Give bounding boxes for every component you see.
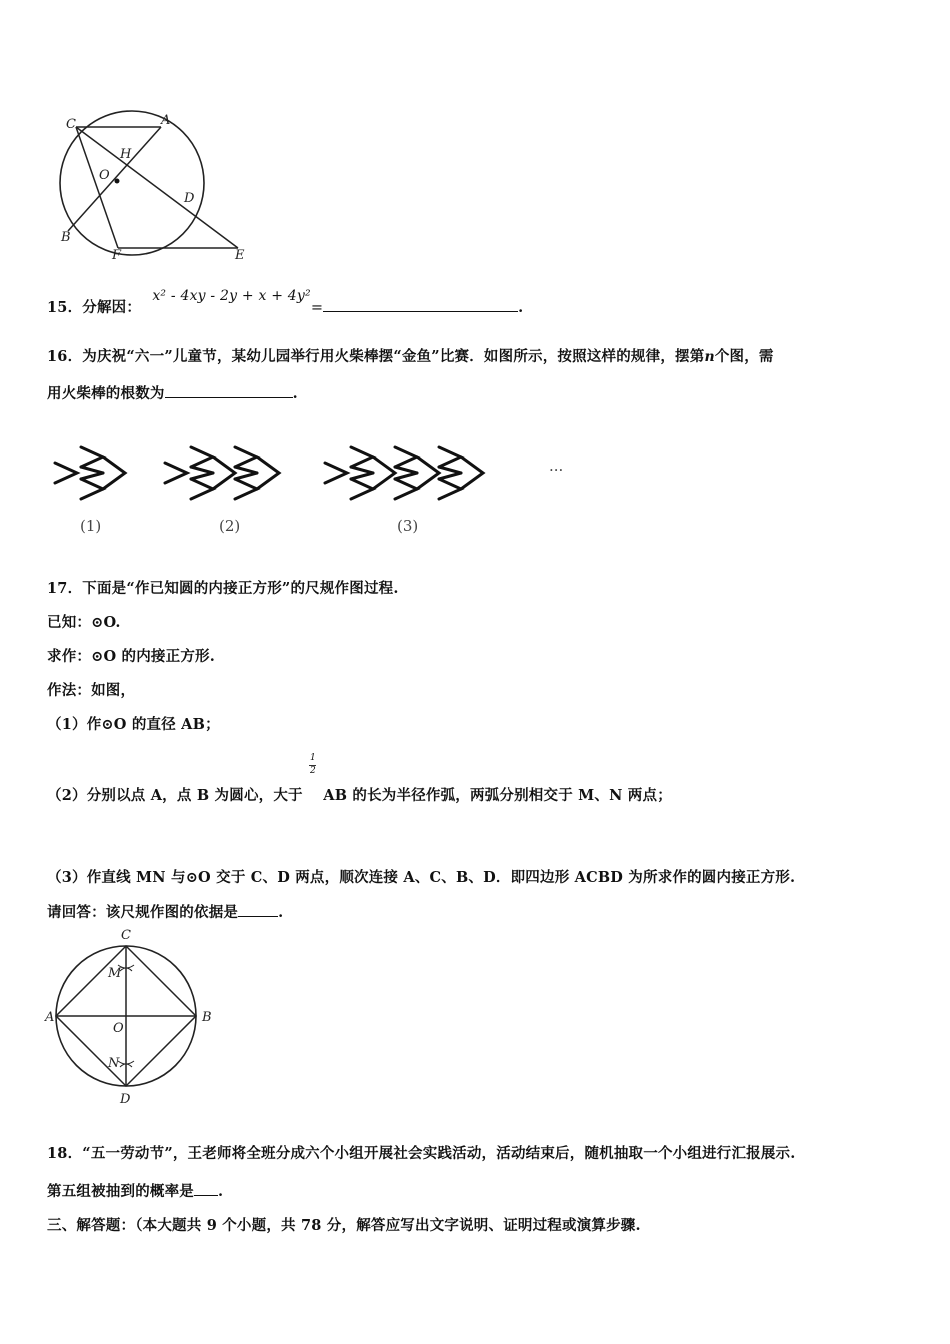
q17-question-text: 请回答：该尺规作图的依据是 [47,904,239,921]
q17-label-b: B [202,1010,212,1025]
q16-caption-3: (3) [397,517,419,535]
q14-label-f: F [112,248,122,263]
q17-fraction-num: 1 [310,753,316,763]
q17-label-a: A [45,1010,55,1025]
q17-label-m: M [108,966,122,981]
q15-answer-blank[interactable] [323,297,518,312]
q14-label-b: B [61,230,71,245]
q16-line2 [47,382,298,403]
q14-circle-figure [40,105,260,270]
q17-question-end: . [278,904,284,921]
q16-line2-end: . [292,385,298,402]
q16-variable: n [704,349,715,365]
q15-end: . [518,299,524,316]
q14-circle [60,111,204,255]
q14-chord-cf [76,127,118,248]
q16-caption-1: (1) [80,517,102,535]
q15-equals: = [310,300,324,316]
q18-answer-blank[interactable] [194,1181,218,1196]
q16-text: 16．为庆祝“六一”儿童节，某幼儿园举行用火柴棒摆“金鱼”比赛．如图所示，按照这样的规律，摆第 [47,348,705,365]
q18-line2 [47,1180,223,1201]
q17-label-d: D [120,1092,131,1107]
q16-line2-text: 用火柴棒的根数为 [47,385,165,402]
q14-label-o: O [99,168,110,183]
fish-2 [165,447,279,499]
q17-step2 [47,753,672,805]
q17-step2-b: AB 的长为半径作弧，两弧分别相交于 M、N 两点； [323,787,672,804]
q16-text-end: 个图，需 [714,348,774,365]
q17-fraction [308,753,318,800]
q17-label-n: N [108,1056,120,1071]
section3-heading: 三、解答题：（本大题共 9 个小题，共 78 分，解答应写出文字说明、证明过程或演算步骤. [47,1217,641,1234]
q14-label-h: H [120,147,132,162]
q18-line2-text: 第五组被抽到的概率是 [47,1183,194,1200]
q14-center-dot [115,179,120,184]
q14-label-e: E [235,248,245,263]
fish-3 [325,447,483,499]
q18-line1: 18．“五一劳动节”，王老师将全班分成六个小组开展社会实践活动，活动结束后，随机抽取一个小组进行汇报展示. [47,1145,796,1162]
q15-expression: x² - 4xy - 2y + x + 4y² [152,288,311,304]
q17-step3: （3）作直线 MN 与⊙O 交于 C、D 两点，顺次连接 A、C、B、D．即四边形 ACBD 为所求作的圆内接正方形. [47,869,796,886]
fish-1 [55,447,125,499]
q17-square-figure [40,925,225,1110]
q17-given: 已知：⊙O. [47,614,121,631]
q17-answer-blank[interactable] [238,902,278,917]
q16-fish-figure [45,435,585,540]
q14-label-c: C [66,117,76,132]
q15-line [47,288,524,317]
q14-line-ce [76,127,238,248]
q17-step1: （1）作⊙O 的直径 AB； [47,716,220,733]
q16-line1 [47,345,774,366]
q17-task: 求作：⊙O 的内接正方形. [47,648,215,665]
q16-answer-blank[interactable] [165,383,293,398]
q14-label-a: A [161,113,171,128]
q17-step2-a: （2）分别以点 A，点 B 为圆心，大于 [47,787,303,804]
q14-label-d: D [184,191,195,206]
q16-ellipsis: ··· [549,461,564,479]
q17-method: 作法：如图， [47,682,136,699]
q17-fraction-den: 2 [310,766,316,776]
q16-caption-2: (2) [219,517,241,535]
q17-title: 17．下面是“作已知圆的内接正方形”的尺规作图过程. [47,580,399,597]
q17-label-c: C [121,928,131,943]
q17-question [47,901,283,922]
q18-line2-end: . [218,1183,224,1200]
q17-label-o: O [113,1021,124,1036]
q15-prefix: 15．分解因： [47,299,142,316]
